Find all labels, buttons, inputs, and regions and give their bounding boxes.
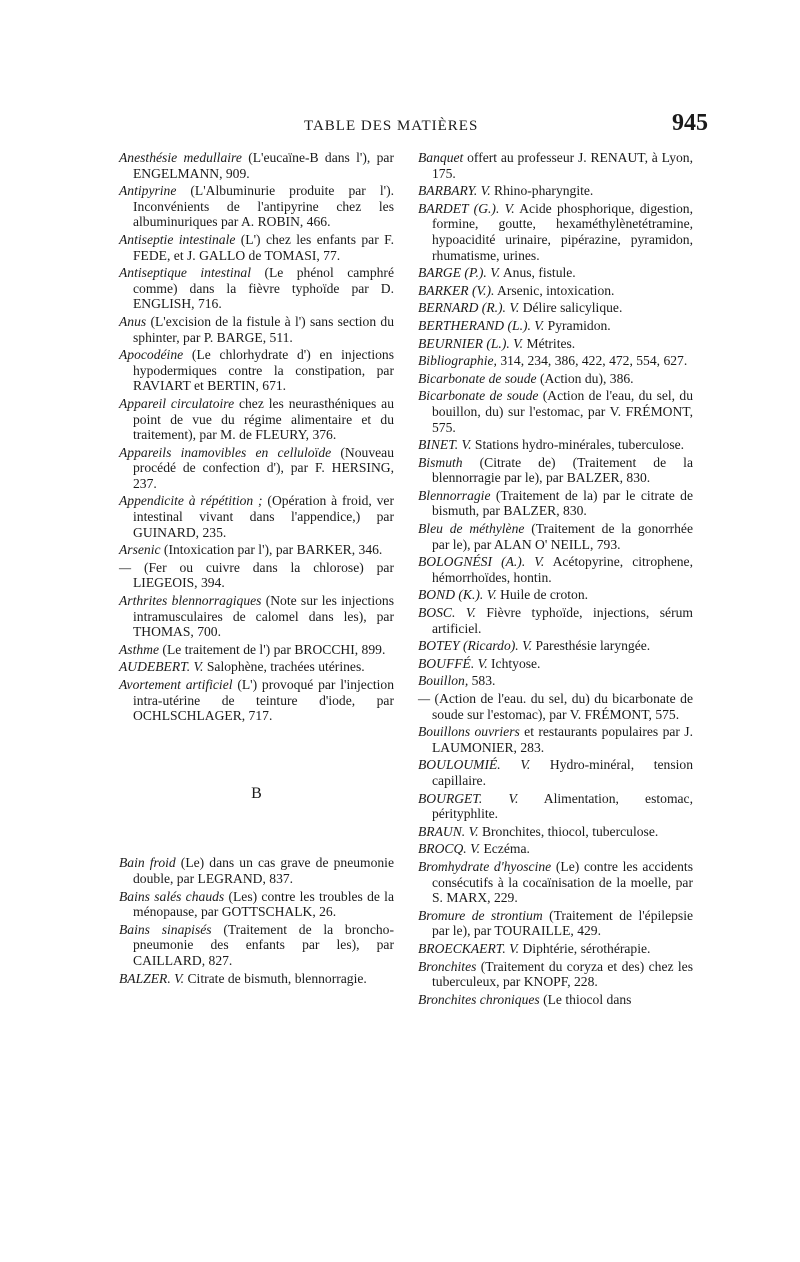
index-entry	[418, 318, 693, 334]
index-entry	[119, 183, 394, 230]
index-detail: (Note sur les injections intramusculaires de calomel dans les), par THOMAS, 700.	[133, 593, 394, 640]
index-term: Bouillons ouvriers	[418, 724, 520, 740]
index-term: Bronchites	[418, 958, 477, 974]
index-detail: Acide phosphorique, digestion, formine, goutte, hexaméthylènetétramine, hypoacidité urinaire, pipérazine, pyramidon, rhumatisme, urines.	[432, 200, 693, 263]
index-term: Bromure de strontium	[418, 907, 543, 923]
index-entry	[119, 542, 394, 558]
index-term: BRAUN. V.	[418, 823, 479, 839]
index-term: BALZER. V.	[119, 970, 185, 986]
index-term: Appendicite à répétition ;	[119, 493, 263, 509]
index-entry	[418, 488, 693, 519]
index-entry	[418, 388, 693, 435]
index-term: BARGE (P.). V.	[418, 265, 501, 281]
index-term: Antiseptique intestinal	[119, 265, 251, 281]
index-term: AUDEBERT. V.	[119, 659, 204, 675]
index-entry	[119, 593, 394, 640]
index-term: BOLOGNÉSI (A.). V.	[418, 554, 545, 570]
index-entry	[418, 265, 693, 281]
index-term: BINET. V.	[418, 437, 472, 453]
index-detail: (Traitement du coryza et des) chez les tuberculeux, par KNOPF, 228.	[432, 958, 693, 990]
index-detail: (L'eucaïne-B dans l'), par ENGELMANN, 909.	[133, 150, 394, 181]
index-entry	[418, 283, 693, 299]
index-term: Bain froid	[119, 855, 176, 871]
index-entry	[119, 560, 394, 591]
index-detail: Stations hydro-minérales, tuberculose.	[471, 437, 685, 453]
index-term: BOURGET. V.	[418, 790, 519, 806]
index-entry	[119, 659, 394, 675]
index-detail: (Citrate de) (Traitement de la blennorragie par le), par BALZER, 830.	[432, 454, 693, 486]
index-entry	[418, 757, 693, 788]
section-letter: B	[251, 784, 262, 802]
index-entry	[418, 992, 693, 1008]
index-term: BERNARD (R.). V.	[418, 300, 520, 316]
index-entries-right	[418, 150, 693, 1007]
index-term: Bronchites chroniques	[418, 991, 540, 1007]
index-detail: Métrites.	[523, 335, 576, 351]
index-entry	[418, 336, 693, 352]
index-detail: (L'excision de la fistule à l') sans section du sphinter, par P. BARGE, 511.	[133, 313, 394, 345]
index-term: Appareils inamovibles en celluloïde	[119, 444, 332, 460]
index-entry	[119, 347, 394, 394]
index-term: Bibliographie,	[418, 353, 497, 369]
index-detail: Acétopyrine, citrophene, hémorrhoïdes, hontin.	[432, 554, 693, 585]
index-term: —	[418, 691, 431, 706]
index-term: Arthrites blennorragiques	[119, 593, 262, 609]
index-entry	[119, 445, 394, 492]
index-detail: (Action de l'eau, du sel, du bouillon, du) sur l'estomac, par V. FRÉMONT, 575.	[432, 388, 694, 435]
index-entry	[418, 371, 693, 387]
index-detail: (Le) contre les accidents consécutifs à la cocaïnisation de la moelle, par S. MARX, 229.	[432, 858, 693, 906]
index-entry	[418, 300, 693, 316]
index-entry	[418, 201, 693, 263]
index-entries-b	[119, 855, 394, 986]
index-entry	[119, 677, 394, 724]
index-detail: Hydro-minéral, tension capillaire.	[432, 757, 693, 788]
index-detail: (Intoxication par l'), par BARKER, 346.	[160, 542, 383, 558]
index-term: BROECKAERT. V.	[418, 940, 520, 956]
index-detail: Anus, fistule.	[500, 265, 576, 281]
index-entry	[418, 724, 693, 755]
index-detail: (Le chlorhydrate d') en injections hypodermiques contre la constipation, par RAVIART et BERTIN, 671.	[133, 347, 394, 394]
index-term: BOULOUMIÉ. V.	[418, 757, 531, 773]
index-term: BEURNIER (L.). V.	[418, 335, 524, 351]
index-detail: (Le) dans un cas grave de pneumonie double, par LEGRAND, 837.	[133, 855, 394, 886]
index-term: Blennorragie	[418, 487, 491, 503]
index-term: BARKER (V.).	[418, 282, 495, 298]
index-detail: offert au professeur J. RENAUT, à Lyon, 175.	[432, 150, 693, 181]
index-detail: Huile de croton.	[496, 587, 589, 603]
index-term: Bismuth	[418, 454, 463, 470]
index-detail: (Traitement de l'épilepsie par le), par TOURAILLE, 429.	[432, 907, 694, 939]
right-column	[418, 150, 693, 1009]
index-detail: 583.	[468, 673, 496, 689]
index-term: Apocodéine	[119, 347, 184, 363]
index-term: Antiseptie intestinale	[119, 231, 236, 247]
index-term: Bicarbonate de soude	[418, 388, 539, 404]
index-detail: (Opération à froid, ver intestinal vivant dans l'appendice,) par GUINARD, 235.	[133, 493, 394, 540]
index-entry	[418, 150, 693, 181]
index-entry	[119, 922, 394, 969]
index-entry	[119, 493, 394, 540]
index-entry	[418, 791, 693, 822]
index-detail: (Les) contre les troubles de la ménopause, par GOTTSCHALK, 26.	[133, 888, 394, 920]
index-term: Antipyrine	[119, 183, 177, 199]
index-detail: Diphtérie, sérothérapie.	[519, 940, 651, 956]
index-detail: chez les neurasthéniques au point de vue du régime alimentaire et du traitement), par M. de FLEURY, 376.	[133, 395, 394, 443]
index-term: Bromhydrate d'hyoscine	[418, 858, 552, 874]
index-term: BOUFFÉ. V.	[418, 655, 488, 671]
index-detail: Citrate de bismuth, blennorragie.	[184, 970, 367, 986]
index-entry	[418, 959, 693, 990]
index-term: Anus	[119, 313, 147, 329]
index-detail: Arsenic, intoxication.	[494, 282, 615, 298]
index-entry	[119, 150, 394, 181]
index-term: BOSC. V.	[418, 605, 476, 621]
index-entry	[119, 855, 394, 886]
index-detail: (Action de l'eau. du sel, du) du bicarbonate de soude sur l'estomac), par V. FRÉMONT, 575.	[430, 691, 693, 722]
index-entry	[418, 353, 693, 369]
index-detail: (Fer ou cuivre dans la chlorose) par LIEGEOIS, 394.	[131, 559, 394, 591]
index-term: Appareil circulatoire	[119, 395, 235, 411]
index-detail: (Action du), 386.	[536, 370, 634, 386]
index-term: Asthme	[119, 641, 160, 657]
index-entry	[418, 455, 693, 486]
index-entry	[418, 521, 693, 552]
index-term: BARDET (G.). V.	[418, 200, 515, 216]
index-term: Bicarbonate de soude	[418, 370, 537, 386]
index-detail: Alimentation, estomac, pérityphlite.	[432, 790, 693, 822]
index-detail: 314, 234, 386, 422, 472, 554, 627.	[496, 353, 688, 369]
index-detail: (Le thiocol dans	[539, 991, 632, 1007]
index-term: Arsenic	[119, 542, 161, 558]
index-detail: Pyramidon.	[544, 317, 611, 333]
index-detail: Eczéma.	[480, 841, 530, 857]
index-term: —	[119, 559, 132, 575]
page-header	[112, 110, 708, 140]
index-term: Bouillon,	[418, 673, 469, 689]
index-entry	[418, 554, 693, 585]
index-detail: Bronchites, thiocol, tuberculose.	[478, 823, 659, 839]
index-entries-a	[119, 150, 394, 724]
left-column	[119, 150, 394, 988]
index-term: BROCQ. V.	[418, 841, 481, 857]
index-term: BOTEY (Ricardo). V.	[418, 638, 533, 654]
index-term: Banquet	[418, 150, 464, 165]
index-entry	[119, 232, 394, 263]
index-entry	[418, 673, 693, 689]
index-detail: et restaurants populaires par J. LAUMONIER, 283.	[432, 724, 693, 755]
index-entry	[418, 824, 693, 840]
index-term: BARBARY. V.	[418, 183, 491, 199]
index-entry	[418, 183, 693, 199]
index-detail: (Traitement de la broncho-pneumonie des enfants par les), par CAILLARD, 827.	[133, 921, 394, 968]
index-detail: (Le phénol camphré comme) dans la fièvre typhoïde par D. ENGLISH, 716.	[133, 265, 394, 312]
index-detail: (Traitement de la) par le citrate de bismuth, par BALZER, 830.	[432, 487, 693, 519]
index-detail: (Nouveau procédé de confection d'), par F. HERSING, 237.	[133, 444, 394, 491]
index-entry	[418, 437, 693, 453]
index-detail: Paresthésie laryngée.	[532, 638, 651, 654]
page-number: 945	[672, 110, 708, 136]
index-detail: Délire salicylique.	[519, 300, 623, 316]
index-entry	[119, 265, 394, 312]
index-entry	[119, 971, 394, 987]
index-entry	[418, 908, 693, 939]
index-entry	[418, 638, 693, 654]
index-detail: (Traitement de la gonorrhée par le), par ALAN O' NEILL, 793.	[432, 521, 693, 552]
index-entry	[418, 941, 693, 957]
index-entry	[119, 642, 394, 658]
index-entry	[418, 859, 693, 906]
index-entry	[119, 889, 394, 920]
index-detail: (L'Albuminurie produite par l'). Inconvénients de l'antipyrine chez les albuminuriques par A. ROBIN, 466.	[133, 183, 394, 230]
index-entry	[418, 691, 693, 722]
index-entry	[418, 587, 693, 603]
index-entry	[418, 841, 693, 857]
index-detail: (Le traitement de l') par BROCCHI, 899.	[159, 641, 386, 657]
index-entry	[418, 605, 693, 636]
index-entry	[418, 656, 693, 672]
index-entry	[119, 396, 394, 443]
index-term: BERTHERAND (L.). V.	[418, 317, 545, 333]
index-term: Bains sinapisés	[119, 921, 212, 937]
running-title: TABLE DES MATIÈRES	[304, 118, 479, 134]
index-term: Avortement artificiel	[119, 677, 233, 692]
index-term: Bleu de méthylène	[418, 521, 525, 537]
index-term: BOND (K.). V.	[418, 587, 497, 603]
index-entry	[119, 314, 394, 345]
index-detail: Ichtyose.	[487, 655, 541, 671]
index-detail: Rhino-pharyngite.	[490, 183, 594, 199]
index-term: Anesthésie medullaire	[119, 150, 242, 165]
index-term: Bains salés chauds	[119, 888, 225, 904]
index-detail: Fièvre typhoïde, injections, sérum artificiel.	[432, 605, 693, 636]
index-detail: (L') provoqué par l'injection intra-utérine de teinture d'iode, par OCHLSCHLAGER, 717.	[133, 677, 395, 724]
index-detail: Salophène, trachées utérines.	[203, 659, 365, 675]
index-detail: (L') chez les enfants par F. FEDE, et J. GALLO de TOMASI, 77.	[133, 231, 394, 263]
